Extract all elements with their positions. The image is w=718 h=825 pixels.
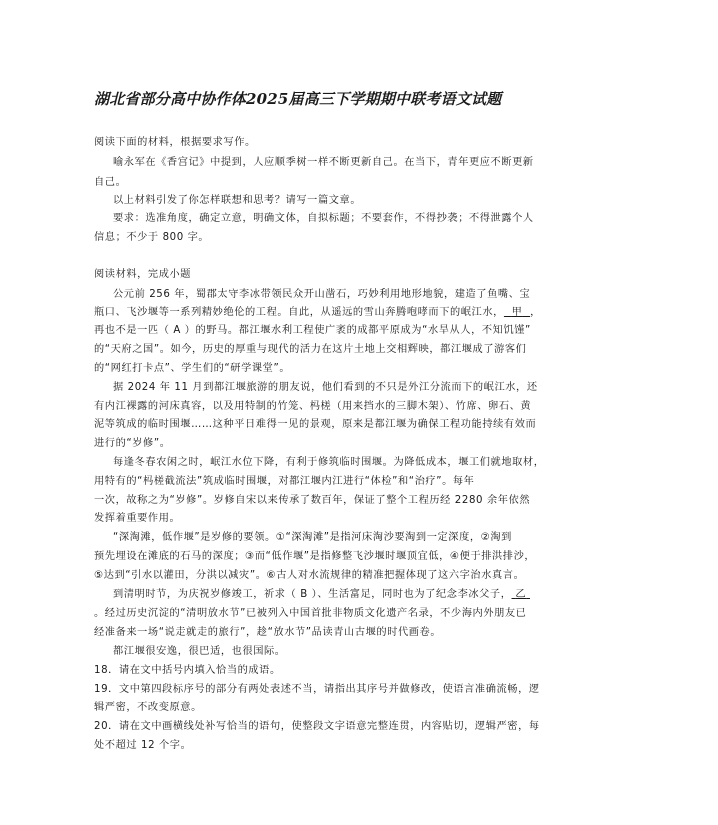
writing-instruction: 阅读下面的材料，根据要求写作。: [94, 137, 256, 148]
question-18: 18．请在文中括号内填入恰当的成语。: [94, 665, 281, 676]
blank-jia-suffix: ，: [530, 307, 541, 318]
question-20-line-1: 20．请在文中画横线处补写恰当的语句，使整段文字语意完整连贯，内容贴切，逻辑严密，每: [94, 721, 540, 732]
para1-line-2-text: 瓶口、飞沙堰等一系列精妙绝伦的工程。自此，从遥远的雪山奔腾咆哮而下的岷江水，: [94, 307, 504, 318]
blank-jia: [504, 307, 530, 318]
para2-line-4: 进行的“岁修”。: [94, 438, 171, 449]
para2-line-2: 有内江裸露的河床真容，以及用特制的竹笼、杩槎（用来挡水的三脚木架）、竹席、卵石、黄: [94, 401, 532, 412]
para4-line-1: “深淘滩，低作堰”是岁修的要领。①“深淘滩”是指河床淘沙要淘到一定深度，②淘到: [113, 532, 512, 543]
para1-line-3: 再也不是一匹（ A ）的野马。都江堰水利工程使广袤的成都平原成为“水旱从人，不知饥馑”: [94, 325, 531, 336]
para2-line-3: 泥等筑成的临时围堰……这种平日难得一见的景观，原来是都江堰为确保工程功能持续有效而: [94, 419, 537, 430]
para3-line-1: 每逢冬春农闲之时，岷江水位下降，有利于修筑临时围堰。为降低成本，堰工们就地取材，: [113, 457, 545, 468]
reading-instruction: 阅读材料，完成小题: [94, 269, 192, 280]
writing-prompt: 以上材料引发了你怎样联想和思考？请写一篇文章。: [113, 195, 362, 206]
para3-line-4: 发挥着重要作用。: [94, 513, 181, 524]
writing-requirements-line-2: 信息；不少于 800 字。: [94, 232, 210, 243]
para5-line-1: [113, 588, 530, 601]
para1-line-4: 的“天府之国”。如今，历史的厚重与现代的活力在这片土地上交相辉映，都江堰成了游客们: [94, 344, 527, 355]
blank-yi: [512, 589, 530, 600]
para5-line-1-text: 到清明时节，为庆祝岁修竣工，祈求（ B ）、生活富足，同时也为了纪念李冰父子，: [113, 589, 512, 600]
para5-line-3: 经准备来一场“说走就走的旅行”，趁“放水节”品读青山古堰的时代画卷。: [94, 627, 442, 638]
blank-yi-label: 乙: [515, 589, 527, 600]
para4-line-3: ⑤达到“引水以灌田，分洪以减灾”。⑥古人对水流规律的精准把握体现了这六字治水真言。: [94, 570, 525, 581]
writing-material-line-1: 喻永军在《香宫记》中提到，人应顺季树一样不断更新自己。在当下，青年更应不断更新: [113, 157, 534, 168]
para5-line-2: 。经过历史沉淀的“清明放水节”已被列入中国首批非物质文化遗产名录，不少海内外朋友已: [94, 608, 527, 619]
para1-line-2: [94, 306, 541, 319]
question-20-line-2: 处不超过 12 个字。: [94, 740, 192, 751]
document-title: 湖北省部分高中协作体2025届高三下学期期中联考语文试题: [94, 90, 502, 108]
blank-jia-label: 甲: [511, 307, 523, 318]
para6-line-1: 都江堰很安逸，很巴适，也很国际。: [113, 646, 286, 657]
question-19-line-1: 19．文中第四段标序号的部分有两处表述不当，请指出其序号并做修改，使语言准确流畅，逻: [94, 684, 540, 695]
para1-line-5: 的“网红打卡点”、学生们的“研学课堂”。: [94, 363, 291, 374]
writing-material-line-2: 自己。: [94, 177, 127, 188]
para1-line-1: 公元前 256 年，蜀郡太守李冰带领民众开山凿石，巧妙利用地形地貌，建造了鱼嘴、宝: [113, 289, 531, 300]
para3-line-2: 用特有的“杩槎截流法”筑成临时围堰，对都江堰内江进行“体检”和“治疗”。每年: [94, 476, 475, 487]
writing-requirements-line-1: 要求：选准角度，确定立意，明确文体，自拟标题；不要套作，不得抄袭；不得泄露个人: [113, 213, 534, 224]
question-19-line-2: 辑严密，不改变原意。: [94, 702, 202, 713]
para3-line-3: 一次，故称之为“岁修”。岁修自宋以来传承了数百年，保证了整个工程历经 2280 余年依然: [94, 495, 531, 506]
para2-line-1: 据 2024 年 11 月到都江堰旅游的朋友说，他们看到的不只是外江分流而下的岷江水，还: [113, 382, 538, 393]
para4-line-2: 预先埋设在滩底的石马的深度；③而“低作堰”是指修整飞沙堰时堰顶宜低，④便于排洪排沙，: [94, 551, 536, 562]
